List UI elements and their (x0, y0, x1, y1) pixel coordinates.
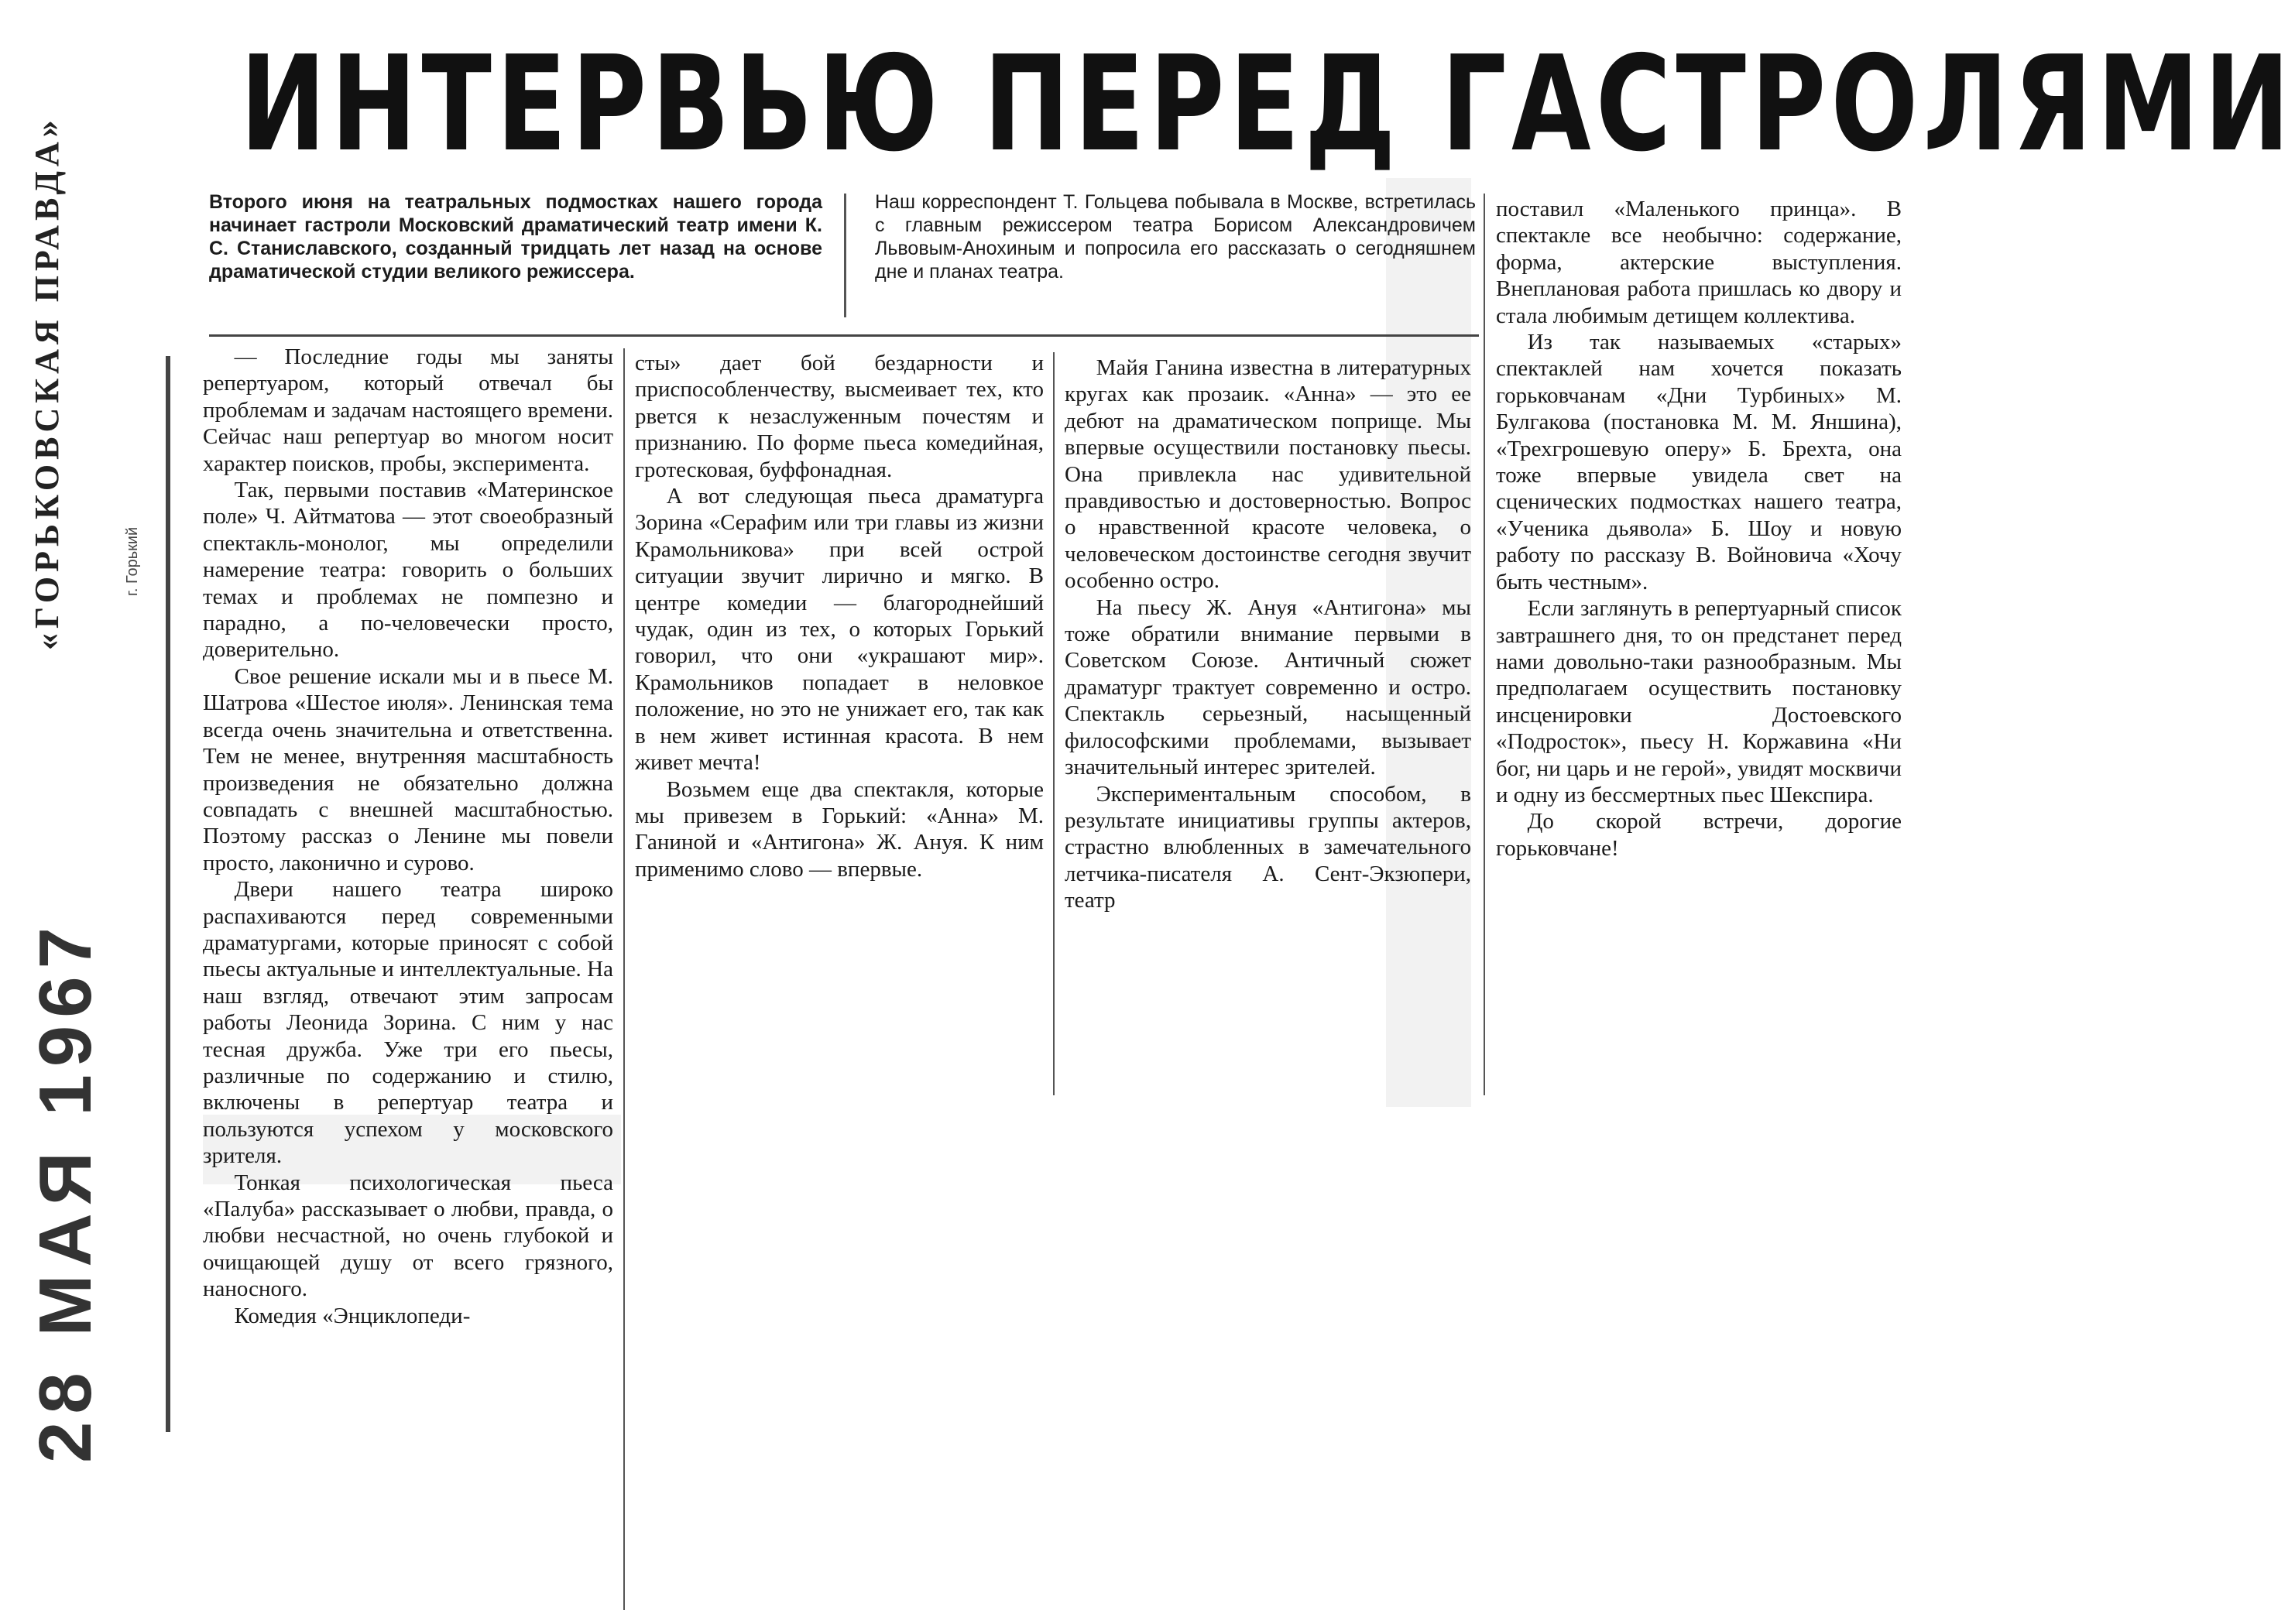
margin-bar (166, 356, 170, 1432)
date-stamp: 28 МАЯ 1967 (24, 920, 107, 1463)
paragraph: Из так называемых «старых» спектаклей нам хочется показать горьковчанам «Дни Турбиных» М. Булгакова (постановка М. М. Яншина), «Трехгрошевую оперу» Б. Брехта, она тоже впервые увидела свет на сценических подмостках нашего театра, «Ученика дьявола» Б. Шоу и новую работу по рассказу В. Войновича «Хочу быть честным». (1496, 330, 1902, 594)
lead-paragraph-left: Второго июня на театральных подмостках нашего города начинает гастроли Московский драматический театр имени К. С. Станиславского, созданный тридцать лет назад на основе драматической студии великого режиссера. (209, 191, 822, 283)
column-divider (623, 348, 625, 1610)
lead-underline (209, 334, 1479, 337)
headline: ИНТЕРВЬЮ ПЕРЕД ГАСТРОЛЯМИ (240, 28, 2295, 181)
newspaper-city: г. Горький (124, 526, 141, 596)
article-column-1 (203, 344, 613, 1613)
column-divider (1053, 352, 1055, 1095)
article-column-4 (1496, 196, 1902, 1109)
paragraph: Двери нашего театра широко распахиваются перед современными драматургами, которые приносят с собой пьесы актуальные и интеллектуальные. На наш взгляд, отвечают этим запросам работы Леонида Зорина. С ним у нас тесная дружба. Уже три его пьесы, различные по содержанию и стилю, включены в репертуар театра и пользуются успехом у московского зрителя. (203, 877, 613, 1169)
paragraph: Комедия «Энциклопеди- (234, 1303, 471, 1328)
paragraph: Свое решение искали мы и в пьесе М. Шатрова «Шестое июля». Ленинская тема всегда очень значительна и ответственна. Тем не менее, внутренняя масштабность произведения не обязательно должна совпадать с внешней масштабностью. Поэтому рассказ о Ленине мы повели просто, лаконично и сурово. (203, 663, 613, 875)
paragraph: Так, первыми поставив «Материнское поле» Ч. Айтматова — этот своеобразный спектакль-монолог, мы определили намерение театра: говорить о больших темах и проблемах не помпезно и парадно, а по-человечески просто, доверительно. (203, 478, 613, 663)
paragraph: сты» дает бой бездарности и приспособленчеству, высмеивает тех, кто рвется к незаслуженным почестям и признанию. По форме пьеса комедийная, гротесковая, буффонадная. (635, 351, 1044, 482)
column-divider (1484, 194, 1485, 1095)
paragraph: поставил «Маленького принца». В спектакле все необычно: содержание, форма, актерские выступления. Внеплановая работа пришлась ко двору и стала любимым детищем коллектива. (1496, 197, 1902, 328)
paragraph: Тонкая психологическая пьеса «Палуба» рассказывает о любви, правда, о любви несчастной, но очень глубокой и очищающей душу от всего грязного, наносного. (203, 1170, 613, 1302)
paragraph: Если заглянуть в репертуарный список завтрашнего дня, то он предстанет перед нами довольно-таки разнообразным. Мы предполагаем осуществить постановку инсценировки Достоевского «Подросток», пьесу Н. Коржавина «Ни бог, ни царь и не герой», увидят москвичи и одну из бессмертных пьес Шекспира. (1496, 596, 1902, 807)
lead-paragraph-right: Наш корреспондент Т. Гольцева побывала в Москве, встретилась с главным режиссером театра Борисом Александровичем Львовым-Анохиным и попросила его рассказать о сегодняшнем дне и планах театра. (875, 191, 1476, 283)
article-column-2 (635, 350, 1044, 1093)
paragraph: Экспериментальным способом, в результате инициативы группы актеров, страстно влюбленных в замечательного летчика-писателя А. Сент-Экзюпери, театр (1065, 781, 1471, 913)
paragraph: На пьесу Ж. Ануя «Антигона» мы тоже обратили внимание первыми в Советском Союзе. Античный сюжет драматург трактует современно и остро. Спектакль серьезный, насыщенный философскими проблемами, вызывает значительный интерес зрителей. (1065, 594, 1471, 780)
paragraph: До скорой встречи, дорогие горьковчане! (1496, 809, 1902, 861)
article-column-3 (1065, 355, 1471, 1098)
lead-divider (844, 194, 846, 317)
paragraph: Возьмем еще два спектакля, которые мы привезем в Горький: «Анна» М. Ганиной и «Антигона» Ж. Ануя. К ним применимо слово — впервые. (635, 776, 1044, 882)
paragraph: А вот следующая пьеса драматурга Зорина «Серафим или три главы из жизни Крамольникова» при всей острой ситуации звучит лирично и мягко. В центре комедии — благороднейший чудак, один из тех, о которых Горький говорил, что они «украшают мир». Крамольников попадает в неловкое положение, но это не унижает его, так как в нем живет истинная красота. В нем живет мечта! (635, 484, 1044, 776)
paragraph: — Последние годы мы заняты репертуаром, который отвечал бы проблемам и задачам настоящего времени. Сейчас наш репертуар во многом носит характер поисков, пробы, эксперимента. (203, 344, 613, 476)
paragraph: Майя Ганина известна в литературных кругах как прозаик. «Анна» — это ее дебют на драматическом поприще. Мы впервые осуществили постановку пьесы. Она привлекла нас удивительной правдивостью и достоверностью. Вопрос о нравственной красоте человека, о человеческом достоинстве сегодня звучит особенно остро. (1065, 355, 1471, 594)
newspaper-source-stamp: «ГОРЬКОВСКАЯ ПРАВДА» (28, 115, 66, 650)
